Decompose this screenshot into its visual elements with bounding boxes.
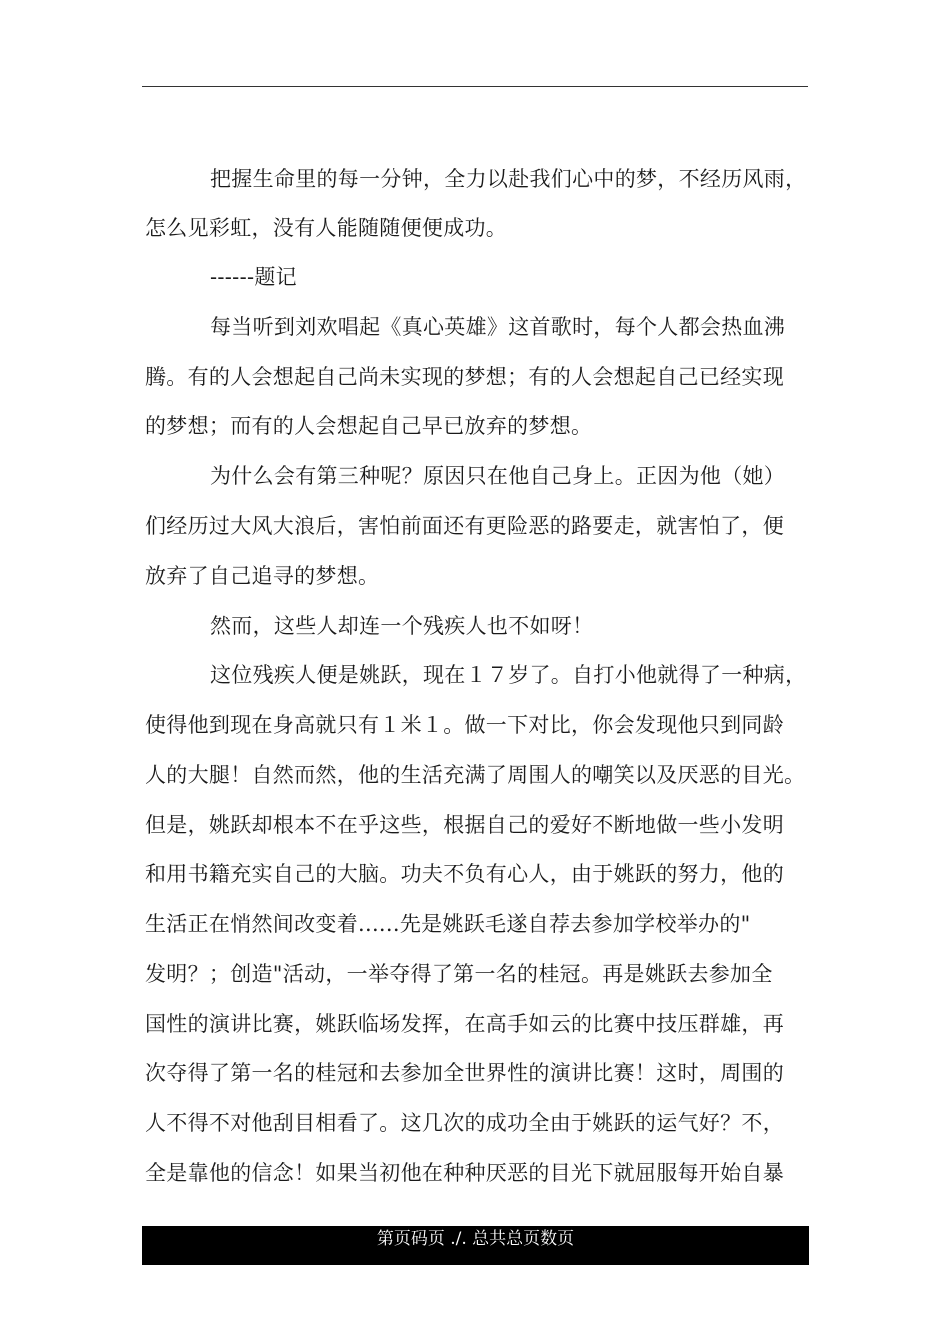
text-line: 怎么见彩虹，没有人能随随便便成功。 [145, 216, 508, 240]
text-line: 腾。有的人会想起自己尚未实现的梦想；有的人会想起自己已经实现 [145, 365, 784, 389]
text-line: 放弃了自己追寻的梦想。 [145, 564, 380, 588]
text-line: 的梦想；而有的人会想起自己早已放弃的梦想。 [145, 414, 593, 438]
text-line: 但是，姚跃却根本不在乎这些，根据自己的爱好不断地做一些小发明 [145, 813, 784, 837]
text-line: 全是靠他的信念！如果当初他在种种厌恶的目光下就屈服每开始自暴 [145, 1161, 784, 1185]
header-rule [142, 86, 808, 87]
text-line: 发明？；创造"活动，一举夺得了第一名的桂冠。再是姚跃去参加全 [145, 962, 773, 986]
text-line: 们经历过大风大浪后，害怕前面还有更险恶的路要走，就害怕了，便 [145, 514, 784, 538]
text-line: 为什么会有第三种呢？原因只在他自己身上。正因为他（她） [210, 464, 786, 488]
text-line: 国性的演讲比赛，姚跃临场发挥，在高手如云的比赛中技压群雄，再 [145, 1012, 784, 1036]
text-line: 次夺得了第一名的桂冠和去参加全世界性的演讲比赛！这时，周围的 [145, 1061, 784, 1085]
page-number-text: 第页码页 ./. 总共总页数页 [376, 1229, 575, 1249]
text-line: 使得他到现在身高就只有１米１。做一下对比，你会发现他只到同龄 [145, 713, 784, 737]
text-line: 人的大腿！自然而然，他的生活充满了周围人的嘲笑以及厌恶的目光。 [145, 763, 806, 787]
text-line: 和用书籍充实自己的大脑。功夫不负有心人，由于姚跃的努力，他的 [145, 862, 784, 886]
text-line: ------题记 [210, 265, 297, 289]
text-line: 然而，这些人却连一个残疾人也不如呀！ [210, 614, 594, 638]
text-line: 每当听到刘欢唱起《真心英雄》这首歌时，每个人都会热血沸 [210, 315, 786, 339]
text-line: 生活正在悄然间改变着......先是姚跃毛遂自荐去参加学校举办的" [145, 912, 751, 936]
page-footer [142, 1226, 809, 1265]
text-line: 这位残疾人便是姚跃，现在１７岁了。自打小他就得了一种病， [210, 663, 807, 687]
text-line: 人不得不对他刮目相看了。这几次的成功全由于姚跃的运气好？不， [145, 1111, 784, 1135]
text-line: 把握生命里的每一分钟，全力以赴我们心中的梦，不经历风雨， [210, 167, 807, 191]
